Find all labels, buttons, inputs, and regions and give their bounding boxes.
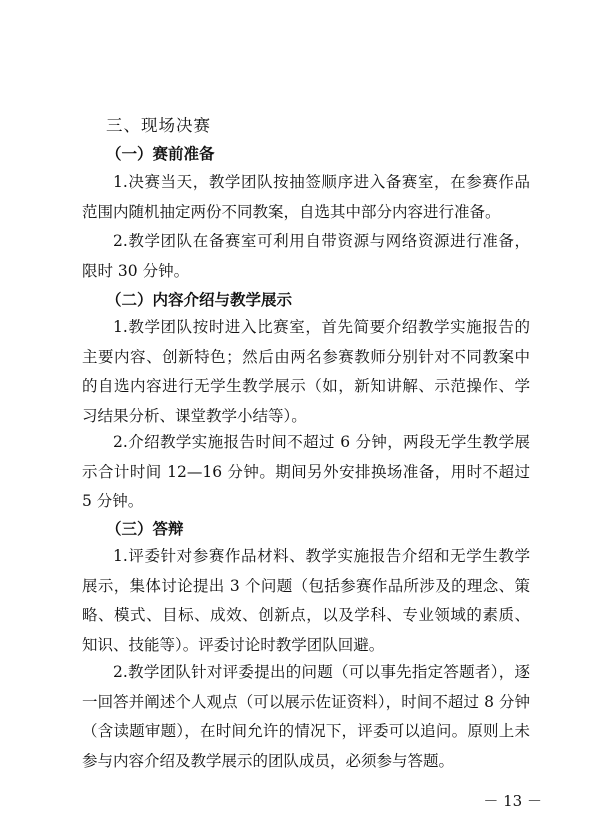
- paragraph: 2.教学团队在备赛室可利用自带资源与网络资源进行准备，限时 30 分钟。: [82, 232, 530, 280]
- page-number: － 13 －: [483, 792, 542, 810]
- section-title: 三、现场决赛: [106, 116, 211, 135]
- subsection-heading-presentation: （二）内容介绍与教学展示: [106, 290, 293, 309]
- paragraph: 1.评委针对参赛作品材料、教学实施报告介绍和无学生教学展示，集体讨论提出 3 个问题（包括参赛作品所涉及的理念、策略、模式、目标、成效、创新点，以及学科、专业领域的素质、知识、技能等）。评委讨论时教学团队回避。: [82, 547, 530, 654]
- paragraph: 1.教学团队按时进入比赛室，首先简要介绍教学实施报告的主要内容、创新特色；然后由两名参赛教师分别针对不同教案中的自选内容进行无学生教学展示（如，新知讲解、示范操作、学习结果分析、课堂教学小结等）。: [82, 318, 530, 425]
- paragraph: 1.决赛当天，教学团队按抽签顺序进入备赛室，在参赛作品范围内随机抽定两份不同教案，自选其中部分内容进行准备。: [82, 173, 530, 221]
- subsection-heading-defense: （三）答辩: [106, 519, 184, 538]
- paragraph: 2.教学团队针对评委提出的问题（可以事先指定答题者），逐一回答并阐述个人观点（可以展示佐证资料），时间不超过 8 分钟（含读题审题），在时间允许的情况下，评委可以追问。原则上未参与内容介绍及教学展示的团队成员，必须参与答题。: [82, 663, 530, 770]
- subsection-heading-preparation: （一）赛前准备: [106, 144, 215, 163]
- paragraph: 2.介绍教学实施报告时间不超过 6 分钟，两段无学生教学展示合计时间 12—16 分钟。期间另外安排换场准备，用时不超过 5 分钟。: [82, 433, 530, 510]
